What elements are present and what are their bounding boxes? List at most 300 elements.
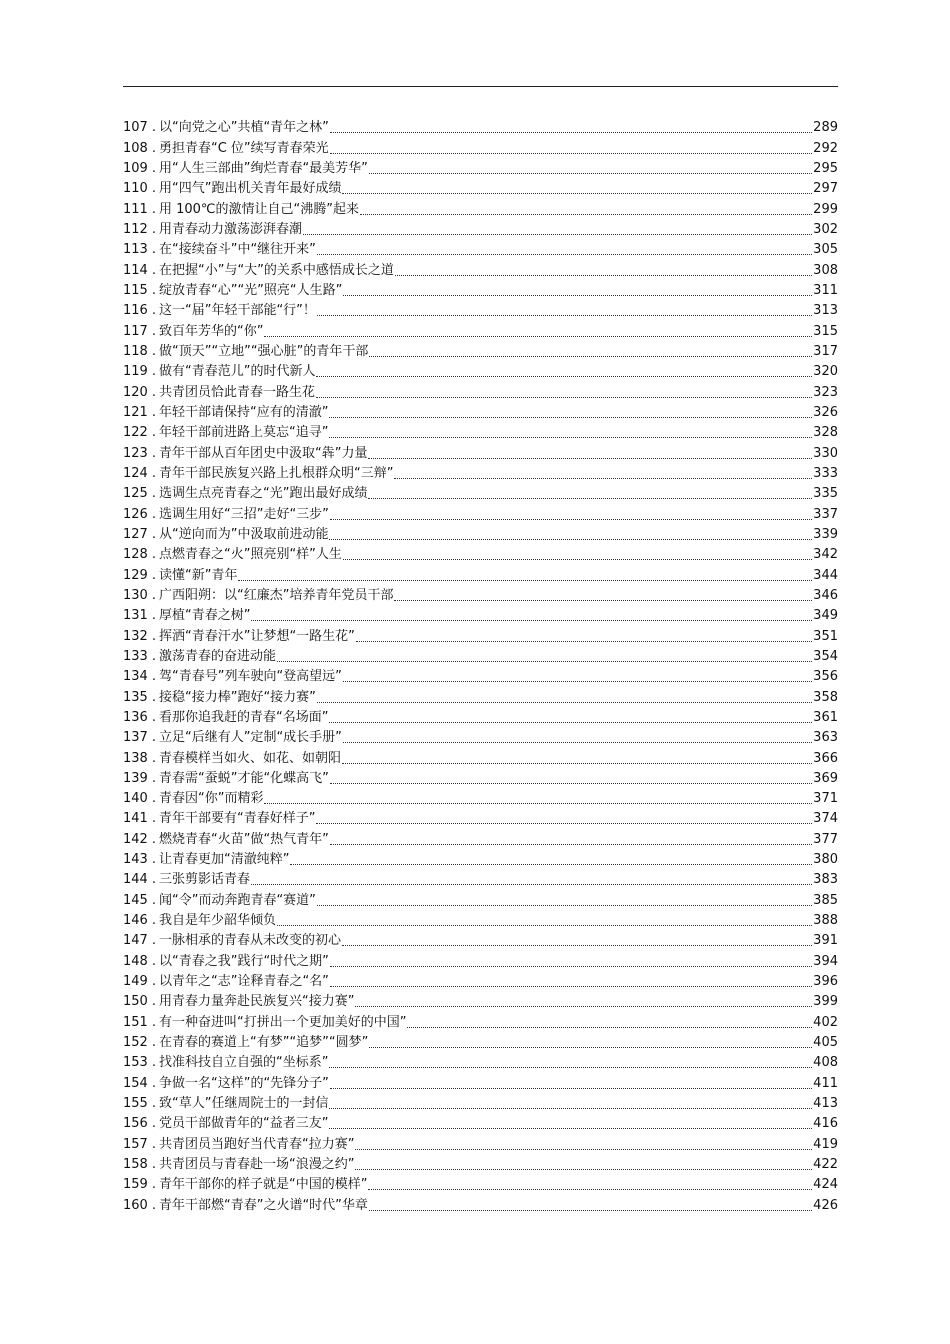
toc-entry[interactable] (123, 645, 838, 665)
entry-title: 这一“届”年轻干部能“行”！ (158, 303, 316, 319)
entry-title: 青年干部要有“青春好样子” (158, 811, 316, 827)
toc-entry[interactable] (123, 1092, 838, 1112)
entry-title: 青年干部燃“青春”之火谱“时代”华章 (158, 1197, 368, 1213)
entry-separator: . (151, 1014, 156, 1030)
entry-separator: . (151, 1177, 156, 1193)
toc-entry[interactable] (123, 929, 838, 949)
entry-number: 159 (123, 1177, 148, 1193)
toc-entry[interactable] (123, 990, 838, 1010)
entry-separator: . (151, 811, 156, 827)
entry-number: 124 (123, 465, 148, 481)
entry-title: 激荡青春的奋进动能 (158, 648, 276, 664)
toc-entry[interactable] (123, 746, 838, 766)
entry-title: 用青春动力激荡澎湃春潮 (158, 221, 302, 237)
entry-title: 青年干部从百年团史中汲取“犇”力量 (158, 445, 368, 461)
toc-entry[interactable] (123, 1051, 838, 1071)
entry-separator: . (151, 669, 156, 685)
toc-entry[interactable] (123, 1193, 838, 1213)
entry-separator: . (151, 445, 156, 461)
entry-page-number: 323 (813, 384, 838, 400)
toc-entry[interactable] (123, 949, 838, 969)
dot-leader (369, 1210, 812, 1211)
entry-page-number: 419 (813, 1136, 838, 1152)
entry-number: 125 (123, 486, 148, 502)
entry-title: 有一种奋进叫“打拼出一个更加美好的中国” (158, 1014, 407, 1030)
toc-entry[interactable] (123, 1031, 838, 1051)
entry-title: 青年干部你的样子就是“中国的模样” (158, 1177, 368, 1193)
toc-entry[interactable] (123, 665, 838, 685)
entry-page-number: 388 (813, 913, 838, 929)
dot-leader (277, 661, 812, 662)
entry-number: 129 (123, 567, 148, 583)
dot-leader (316, 823, 812, 824)
entry-title: 燃烧青春“火苗”做“热气青年” (158, 831, 329, 847)
entry-number: 113 (123, 242, 148, 258)
entry-page-number: 326 (813, 404, 838, 420)
entry-title: 致“草人”任继周院士的一封信 (158, 1096, 329, 1112)
toc-entry[interactable] (123, 157, 838, 177)
entry-page-number: 356 (813, 669, 838, 685)
entry-separator: . (151, 1055, 156, 1071)
entry-separator: . (151, 1116, 156, 1132)
entry-separator: . (151, 160, 156, 176)
entry-separator: . (151, 587, 156, 603)
entry-page-number: 394 (813, 953, 838, 969)
entry-page-number: 361 (813, 709, 838, 725)
entry-number: 115 (123, 282, 148, 298)
entry-number: 139 (123, 770, 148, 786)
entry-number: 147 (123, 933, 148, 949)
toc-entry[interactable] (123, 848, 838, 868)
entry-number: 157 (123, 1136, 148, 1152)
entry-number: 134 (123, 669, 148, 685)
entry-number: 116 (123, 303, 148, 319)
table-of-contents (123, 116, 838, 1214)
entry-page-number: 313 (813, 303, 838, 319)
dot-leader (368, 1189, 812, 1190)
entry-number: 149 (123, 974, 148, 990)
entry-number: 160 (123, 1197, 148, 1213)
entry-separator: . (151, 1197, 156, 1213)
entry-title: 做有“青春范儿”的时代新人 (158, 364, 316, 380)
dot-leader (317, 254, 812, 255)
dot-leader (303, 234, 812, 235)
entry-page-number: 422 (813, 1157, 838, 1173)
toc-entry[interactable] (123, 502, 838, 522)
entry-page-number: 383 (813, 872, 838, 888)
entry-number: 118 (123, 343, 148, 359)
entry-number: 148 (123, 953, 148, 969)
entry-number: 126 (123, 506, 148, 522)
entry-title: 党员干部做青年的“益者三友” (158, 1116, 329, 1132)
entry-title: 青年干部民族复兴路上扎根群众明“三辩” (158, 465, 394, 481)
entry-separator: . (151, 648, 156, 664)
toc-entry[interactable] (123, 380, 838, 400)
entry-page-number: 337 (813, 506, 838, 522)
dot-leader (394, 478, 812, 479)
toc-entry[interactable] (123, 177, 838, 197)
entry-separator: . (151, 404, 156, 420)
toc-entry[interactable] (123, 279, 838, 299)
entry-separator: . (151, 872, 156, 888)
entry-title: 青春需“蚕蜕”才能“化蝶高飞” (158, 770, 329, 786)
entry-page-number: 299 (813, 201, 838, 217)
entry-page-number: 289 (813, 120, 838, 136)
entry-title: 从“逆向而为”中汲取前进动能 (158, 526, 329, 542)
dot-leader (369, 356, 812, 357)
entry-title: 绽放青春“心”“光”照亮“人生路” (158, 282, 343, 298)
entry-title: 挥洒“青春汗水”让梦想“一路生花” (158, 628, 355, 644)
toc-entry[interactable] (123, 787, 838, 807)
toc-entry[interactable] (123, 218, 838, 238)
entry-number: 117 (123, 323, 148, 339)
entry-page-number: 317 (813, 343, 838, 359)
toc-entry[interactable] (123, 482, 838, 502)
entry-separator: . (151, 303, 156, 319)
entry-separator: . (151, 831, 156, 847)
entry-number: 112 (123, 221, 148, 237)
toc-entry[interactable] (123, 360, 838, 380)
entry-page-number: 305 (813, 242, 838, 258)
entry-separator: . (151, 791, 156, 807)
entry-separator: . (151, 567, 156, 583)
toc-entry[interactable] (123, 238, 838, 258)
entry-number: 119 (123, 364, 148, 380)
dot-leader (394, 600, 812, 601)
entry-page-number: 358 (813, 689, 838, 705)
entry-separator: . (151, 892, 156, 908)
entry-page-number: 377 (813, 831, 838, 847)
entry-separator: . (151, 364, 156, 380)
entry-number: 137 (123, 730, 148, 746)
entry-separator: . (151, 913, 156, 929)
dot-leader (360, 214, 812, 215)
entry-number: 108 (123, 140, 148, 156)
entry-title: 广西阳朔：以“红廉杰”培养青年党员干部 (158, 587, 394, 603)
dot-leader (251, 884, 812, 885)
entry-title: 选调生点亮青春之“光”跑出最好成绩 (158, 486, 368, 502)
toc-entry[interactable] (123, 1071, 838, 1091)
entry-title: 共青团员恰此青春一路生花 (158, 384, 315, 400)
toc-entry[interactable] (123, 1173, 838, 1193)
toc-entry[interactable] (123, 299, 838, 319)
entry-page-number: 416 (813, 1116, 838, 1132)
toc-entry[interactable] (123, 136, 838, 156)
toc-entry[interactable] (123, 523, 838, 543)
dot-leader (316, 376, 812, 377)
toc-entry[interactable] (123, 462, 838, 482)
entry-page-number: 371 (813, 791, 838, 807)
entry-number: 111 (123, 201, 148, 217)
entry-separator: . (151, 262, 156, 278)
entry-page-number: 308 (813, 262, 838, 278)
entry-title: 共青团员当跑好当代青春“拉力赛” (158, 1136, 355, 1152)
entry-separator: . (151, 709, 156, 725)
entry-page-number: 354 (813, 648, 838, 664)
entry-number: 151 (123, 1014, 148, 1030)
toc-entry[interactable] (123, 543, 838, 563)
toc-entry[interactable] (123, 258, 838, 278)
entry-page-number: 320 (813, 364, 838, 380)
dot-leader (330, 1088, 812, 1089)
entry-title: 致百年芳华的“你” (158, 323, 264, 339)
entry-title: 读懂“新”青年 (158, 567, 238, 583)
toc-entry[interactable] (123, 563, 838, 583)
entry-number: 144 (123, 872, 148, 888)
entry-page-number: 426 (813, 1197, 838, 1213)
dot-leader (329, 1128, 812, 1129)
toc-entry[interactable] (123, 827, 838, 847)
dot-leader (342, 763, 812, 764)
entry-separator: . (151, 465, 156, 481)
entry-page-number: 349 (813, 608, 838, 624)
toc-entry[interactable] (123, 1112, 838, 1132)
entry-title: 共青团员与青春赴一场“浪漫之约” (158, 1157, 355, 1173)
entry-number: 114 (123, 262, 148, 278)
toc-entry[interactable] (123, 706, 838, 726)
dot-leader (369, 173, 812, 174)
entry-title: 勇担青春“C 位”续写青春荣光 (158, 140, 329, 156)
entry-number: 121 (123, 404, 148, 420)
entry-title: 用青春力量奔赴民族复兴“接力赛” (158, 994, 355, 1010)
entry-number: 128 (123, 547, 148, 563)
entry-separator: . (151, 608, 156, 624)
entry-page-number: 330 (813, 445, 838, 461)
entry-separator: . (151, 282, 156, 298)
entry-title: 一脉相承的青春从未改变的初心 (158, 933, 341, 949)
toc-entry[interactable] (123, 970, 838, 990)
dot-leader (342, 945, 812, 946)
entry-page-number: 385 (813, 892, 838, 908)
entry-separator: . (151, 994, 156, 1010)
entry-separator: . (151, 770, 156, 786)
entry-page-number: 380 (813, 852, 838, 868)
entry-page-number: 328 (813, 425, 838, 441)
dot-leader (317, 702, 812, 703)
entry-number: 155 (123, 1096, 148, 1112)
dot-leader (355, 1006, 812, 1007)
entry-page-number: 302 (813, 221, 838, 237)
entry-page-number: 369 (813, 770, 838, 786)
entry-separator: . (151, 953, 156, 969)
entry-page-number: 424 (813, 1177, 838, 1193)
entry-page-number: 391 (813, 933, 838, 949)
toc-entry[interactable] (123, 726, 838, 746)
entry-separator: . (151, 730, 156, 746)
entry-number: 120 (123, 384, 148, 400)
entry-title: 选调生用好“三招”走好“三步” (158, 506, 329, 522)
entry-page-number: 405 (813, 1035, 838, 1051)
entry-title: 闻“令”而动奔跑青春“赛道” (158, 892, 316, 908)
dot-leader (329, 722, 812, 723)
dot-leader (368, 458, 812, 459)
entry-separator: . (151, 547, 156, 563)
entry-separator: . (151, 506, 156, 522)
dot-leader (355, 1149, 812, 1150)
dot-leader (343, 295, 812, 296)
dot-leader (264, 336, 812, 337)
toc-entry[interactable] (123, 888, 838, 908)
toc-entry[interactable] (123, 401, 838, 421)
entry-number: 146 (123, 913, 148, 929)
dot-leader (355, 1169, 812, 1170)
entry-separator: . (151, 852, 156, 868)
entry-page-number: 396 (813, 974, 838, 990)
entry-number: 130 (123, 587, 148, 603)
entry-page-number: 292 (813, 140, 838, 156)
entry-page-number: 413 (813, 1096, 838, 1112)
toc-entry[interactable] (123, 909, 838, 929)
entry-page-number: 297 (813, 181, 838, 197)
toc-entry[interactable] (123, 441, 838, 461)
dot-leader (329, 1067, 812, 1068)
entry-separator: . (151, 974, 156, 990)
toc-entry[interactable] (123, 1010, 838, 1030)
dot-leader (330, 986, 812, 987)
entry-title: 年轻干部请保持“应有的清澈” (158, 404, 329, 420)
toc-entry[interactable] (123, 685, 838, 705)
toc-entry[interactable] (123, 624, 838, 644)
entry-page-number: 366 (813, 750, 838, 766)
entry-page-number: 351 (813, 628, 838, 644)
entry-number: 127 (123, 526, 148, 542)
entry-separator: . (151, 1035, 156, 1051)
dot-leader (329, 437, 812, 438)
entry-number: 123 (123, 445, 148, 461)
dot-leader (343, 681, 812, 682)
toc-entry[interactable] (123, 767, 838, 787)
entry-number: 110 (123, 181, 148, 197)
entry-separator: . (151, 1136, 156, 1152)
entry-separator: . (151, 343, 156, 359)
dot-leader (330, 966, 812, 967)
entry-separator: . (151, 526, 156, 542)
entry-separator: . (151, 628, 156, 644)
entry-title: 青春模样当如火、如花、如朝阳 (158, 750, 341, 766)
entry-page-number: 411 (813, 1075, 838, 1091)
dot-leader (343, 559, 812, 560)
entry-page-number: 346 (813, 587, 838, 603)
entry-title: 看那你追我赶的青春“名场面” (158, 709, 329, 725)
header-rule (123, 86, 838, 87)
toc-entry[interactable] (123, 421, 838, 441)
entry-separator: . (151, 384, 156, 400)
entry-page-number: 399 (813, 994, 838, 1010)
dot-leader (407, 1027, 812, 1028)
entry-number: 158 (123, 1157, 148, 1173)
dot-leader (277, 925, 812, 926)
entry-title: 在“接续奋斗”中“继往开来” (158, 242, 316, 258)
entry-page-number: 339 (813, 526, 838, 542)
dot-leader (330, 153, 813, 154)
entry-title: 年轻干部前进路上莫忘“追寻” (158, 425, 329, 441)
toc-entry[interactable] (123, 116, 838, 136)
entry-page-number: 344 (813, 567, 838, 583)
dot-leader (395, 275, 812, 276)
toc-entry[interactable] (123, 197, 838, 217)
dot-leader (330, 519, 812, 520)
entry-number: 142 (123, 831, 148, 847)
dot-leader (356, 641, 812, 642)
entry-separator: . (151, 1096, 156, 1112)
entry-number: 131 (123, 608, 148, 624)
entry-number: 150 (123, 994, 148, 1010)
entry-page-number: 295 (813, 160, 838, 176)
entry-separator: . (151, 323, 156, 339)
entry-title: 争做一名“这样”的“先锋分子” (158, 1075, 329, 1091)
entry-number: 141 (123, 811, 148, 827)
toc-entry[interactable] (123, 319, 838, 339)
toc-entry[interactable] (123, 807, 838, 827)
entry-number: 122 (123, 425, 148, 441)
entry-separator: . (151, 1075, 156, 1091)
entry-separator: . (151, 120, 156, 136)
entry-number: 136 (123, 709, 148, 725)
entry-title: 在把握“小”与“大”的关系中感悟成长之道 (158, 262, 394, 278)
entry-page-number: 402 (813, 1014, 838, 1030)
entry-title: 找准科技自立自强的“坐标系” (158, 1055, 329, 1071)
dot-leader (369, 1047, 812, 1048)
dot-leader (264, 803, 812, 804)
entry-page-number: 363 (813, 730, 838, 746)
entry-title: 我自是年少韶华倾负 (158, 913, 276, 929)
entry-separator: . (151, 221, 156, 237)
entry-number: 138 (123, 750, 148, 766)
entry-title: 青春因“你”而精彩 (158, 791, 264, 807)
entry-number: 145 (123, 892, 148, 908)
entry-title: 立足“后继有人”定制“成长手册” (158, 730, 342, 746)
toc-entry[interactable] (123, 868, 838, 888)
entry-separator: . (151, 933, 156, 949)
entry-number: 143 (123, 852, 148, 868)
entry-number: 135 (123, 689, 148, 705)
entry-title: 接稳“接力棒”跑好“接力赛” (158, 689, 316, 705)
entry-page-number: 335 (813, 486, 838, 502)
dot-leader (316, 397, 812, 398)
entry-title: 以青年之“志”诠释青春之“名” (158, 974, 329, 990)
dot-leader (368, 498, 812, 499)
toc-entry[interactable] (123, 340, 838, 360)
toc-entry[interactable] (123, 1153, 838, 1173)
dot-leader (329, 417, 812, 418)
entry-number: 109 (123, 160, 148, 176)
entry-separator: . (151, 689, 156, 705)
toc-entry[interactable] (123, 584, 838, 604)
toc-entry[interactable] (123, 604, 838, 624)
entry-number: 153 (123, 1055, 148, 1071)
entry-title: 在青春的赛道上“有梦”“追梦”“圆梦” (158, 1035, 369, 1051)
entry-separator: . (151, 1157, 156, 1173)
entry-separator: . (151, 750, 156, 766)
dot-leader (330, 783, 812, 784)
entry-title: 让青春更加“清澈纯粹” (158, 852, 290, 868)
entry-title: 厚植“青春之树” (158, 608, 251, 624)
dot-leader (317, 905, 812, 906)
entry-title: 用“四气”跑出机关青年最好成绩 (158, 181, 342, 197)
dot-leader (330, 132, 812, 133)
entry-title: 做“顶天”“立地”“强心脏”的青年干部 (158, 343, 369, 359)
entry-number: 152 (123, 1035, 148, 1051)
dot-leader (317, 315, 812, 316)
dot-leader (329, 539, 812, 540)
dot-leader (330, 844, 812, 845)
entry-page-number: 342 (813, 547, 838, 563)
dot-leader (343, 742, 812, 743)
toc-entry[interactable] (123, 1132, 838, 1152)
dot-leader (329, 1108, 812, 1109)
entry-separator: . (151, 201, 156, 217)
entry-separator: . (151, 140, 156, 156)
